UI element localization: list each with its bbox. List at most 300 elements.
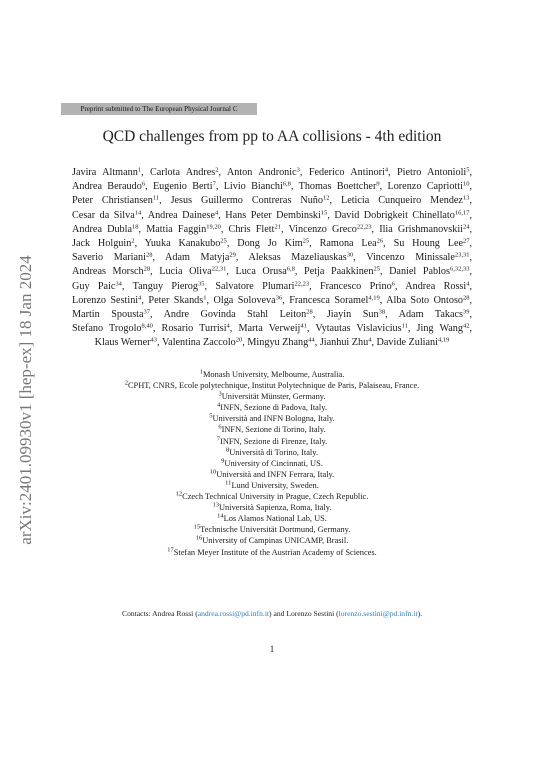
author-affiliation-marker: 27 <box>463 237 470 245</box>
author-name: Andrea Dainese <box>147 209 215 221</box>
author-separator: , <box>371 223 380 235</box>
affiliation-number: 16 <box>195 534 203 542</box>
author-name: Andreas Morsch <box>72 266 144 278</box>
affiliation-item <box>60 424 484 435</box>
author-name: Andrea Dubla <box>72 223 133 235</box>
author-separator: , <box>379 294 387 306</box>
author-affiliation-marker: 28 <box>145 251 153 259</box>
author-affiliation-marker: 42 <box>462 322 470 330</box>
author-separator: , <box>469 195 472 207</box>
author-name: Jianhui Zhu <box>319 337 369 349</box>
author-separator: , <box>469 223 473 235</box>
author-affiliation-marker: 9 <box>376 180 380 188</box>
author-entry <box>165 252 236 263</box>
author-separator: , <box>469 280 473 292</box>
author-separator: , <box>215 181 224 193</box>
author-entry <box>417 323 470 334</box>
affiliation-text: Los Alamos National Lab, US. <box>223 514 327 524</box>
affiliation-text: Technische Universität Dortmund, Germany. <box>200 525 351 535</box>
author-separator: , <box>469 167 473 178</box>
author-separator: , <box>312 309 327 321</box>
author-entry <box>377 337 450 348</box>
author-separator: , <box>327 209 335 221</box>
author-affiliation-marker: 6,8 <box>286 265 295 273</box>
author-affiliation-marker: 28 <box>143 265 151 273</box>
affiliation-item <box>60 402 484 413</box>
author-entry <box>145 238 227 249</box>
affiliation-item <box>60 436 484 447</box>
affiliation-text: INFN, Sezione di Firenze, Italy. <box>220 436 328 446</box>
author-separator: , <box>379 266 390 278</box>
author-entry <box>235 266 294 277</box>
author-affiliation-marker: 4 <box>138 294 142 302</box>
journal-badge: Preprint submitted to The European Physical Journal C <box>61 103 257 115</box>
author-entry <box>72 266 150 277</box>
author-separator: , <box>235 252 249 264</box>
author-separator: , <box>309 280 320 292</box>
author-name: David Dobrigkeit Chinellato <box>334 209 455 221</box>
author-separator: , <box>152 323 162 335</box>
author-affiliation-marker: 2 <box>215 166 219 174</box>
author-separator: , <box>371 337 377 349</box>
author-affiliation-marker: 43 <box>150 336 158 344</box>
author-name: Jack Holguin <box>72 238 132 250</box>
affiliation-number: 10 <box>209 468 217 476</box>
author-separator: , <box>469 309 473 321</box>
author-entry <box>399 309 470 320</box>
author-affiliation-marker: 6 <box>141 180 146 188</box>
author-name: Francesca Soramel <box>289 294 369 306</box>
author-separator: , <box>204 280 216 292</box>
author-affiliation-marker: 4 <box>466 280 470 288</box>
author-separator: , <box>299 167 309 178</box>
affiliation-text: Universität Münster, Germany. <box>221 392 326 402</box>
author-separator: , <box>309 238 320 250</box>
author-separator: , <box>280 223 289 235</box>
author-separator: , <box>226 238 238 250</box>
author-name: Thomas Boettcher <box>298 181 377 193</box>
affiliation-text: INFN, Sezione di Torino, Italy. <box>221 425 326 435</box>
author-name: Tanguy Pierog <box>132 280 198 292</box>
author-name: Ramona Lea <box>319 238 377 250</box>
author-separator: , <box>306 323 316 335</box>
author-separator: , <box>379 181 388 193</box>
affiliation-number: 12 <box>175 490 183 498</box>
author-entry <box>320 281 395 292</box>
author-affiliation-marker: 11 <box>401 322 408 330</box>
author-entry <box>148 295 206 306</box>
author-entry <box>225 210 327 221</box>
affiliation-text: Monash University, Melbourne, Australia. <box>202 370 345 379</box>
author-entry <box>72 281 122 292</box>
author-name: Olga Soloveva <box>213 294 276 306</box>
affiliation-number: 11 <box>225 479 232 487</box>
author-name: Mingyu Zhang <box>247 337 309 349</box>
author-entry <box>215 281 309 292</box>
author-entry <box>394 238 470 249</box>
author-name: Peter Skands <box>148 294 204 306</box>
author-entry <box>146 224 221 235</box>
author-list <box>72 166 472 351</box>
affiliation-number: 17 <box>167 545 174 553</box>
author-affiliation-marker: 21 <box>274 223 281 231</box>
author-name: Carlota Andres <box>150 167 216 178</box>
affiliation-number: 15 <box>193 523 201 531</box>
author-name: Anton Andronic <box>226 167 297 178</box>
author-separator: , <box>150 309 164 321</box>
author-separator: , <box>394 280 406 292</box>
author-name: Petja Paakkinen <box>304 266 374 278</box>
page-number: 1 <box>269 644 275 654</box>
author-name: Aleksas Mazeliauskas <box>248 252 347 264</box>
author-separator: , <box>242 337 248 349</box>
author-name: Valentina Zaccolo <box>161 337 236 349</box>
author-name: Dong Jo Kim <box>237 238 303 250</box>
author-name: Lorenzo Sestini <box>72 294 139 306</box>
author-name: Vytautas Vislavicius <box>315 323 402 335</box>
author-affiliation-marker: 14 <box>134 209 142 217</box>
author-separator: , <box>469 252 473 264</box>
affiliation-number: 8 <box>226 446 230 454</box>
author-name: Salvatore Plumari <box>215 280 295 292</box>
author-affiliation-marker: 7 <box>212 180 216 188</box>
author-entry <box>72 323 153 334</box>
author-name: Jiayin Sun <box>326 309 379 321</box>
author-entry <box>72 309 150 320</box>
author-entry <box>299 181 380 192</box>
author-entry <box>148 210 219 221</box>
author-name: Vincenzo Minissale <box>366 252 455 264</box>
author-separator: , <box>314 337 320 349</box>
author-affiliation-marker: 26 <box>376 237 384 245</box>
author-affiliation-marker: 25 <box>220 237 227 245</box>
author-entry <box>72 181 145 192</box>
affiliation-number: 14 <box>217 512 224 520</box>
author-affiliation-marker: 15 <box>320 209 328 217</box>
author-name: Livio Bianchi <box>223 181 283 193</box>
author-affiliation-marker: 19,20 <box>206 223 221 231</box>
affiliation-text: CPHT, CNRS, Ecole polytechnique, Institut Polytechnique de Paris, Palaiseau, France. <box>127 381 420 391</box>
author-separator: , <box>383 238 394 250</box>
author-separator: , <box>138 223 147 235</box>
email-link-sestini[interactable]: lorenzo.sestini@pd.infn.it <box>338 609 418 618</box>
author-affiliation-marker: 38 <box>378 308 386 316</box>
author-separator: , <box>218 209 226 221</box>
author-separator: , <box>218 167 227 178</box>
author-separator: , <box>121 280 133 292</box>
affiliation-text: Università and INFN Ferrara, Italy. <box>216 469 335 479</box>
author-name: Ilia Grishmanovskii <box>379 223 463 235</box>
author-affiliation-marker: 1 <box>203 294 207 302</box>
author-affiliation-marker: 23,31 <box>454 251 470 259</box>
author-entry <box>72 210 141 221</box>
author-affiliation-marker: 28 <box>463 294 470 302</box>
author-affiliation-marker: 28 <box>306 308 313 316</box>
author-affiliation-marker: 37 <box>143 308 151 316</box>
affiliation-item <box>60 458 484 469</box>
affiliation-number: 13 <box>212 501 219 509</box>
author-name: Eugenio Berti <box>152 181 213 193</box>
affiliation-text: INFN, Sezione di Padova, Italy. <box>220 403 327 413</box>
author-affiliation-marker: 25 <box>302 237 310 245</box>
author-entry <box>72 195 159 206</box>
author-entry <box>162 323 230 334</box>
author-name: Hans Peter Dembinski <box>225 209 321 221</box>
arxiv-sidebar <box>14 220 38 580</box>
affiliation-item <box>60 391 484 402</box>
author-affiliation-marker: 6 <box>391 280 395 288</box>
author-affiliation-marker: 4,19 <box>368 294 380 302</box>
author-separator: , <box>290 181 299 193</box>
affiliation-item <box>60 524 484 535</box>
author-separator: , <box>329 195 341 207</box>
affiliation-item <box>60 502 484 513</box>
author-separator: , <box>141 294 149 306</box>
author-entry <box>72 295 141 306</box>
author-entry <box>327 309 385 320</box>
author-separator: , <box>141 167 150 178</box>
affiliation-item <box>60 535 484 546</box>
author-affiliation-marker: 10 <box>462 180 470 188</box>
author-affiliation-marker: 6,32,33 <box>450 265 470 273</box>
author-separator: , <box>159 195 171 207</box>
author-entry <box>214 295 283 306</box>
affiliation-number: 5 <box>209 412 213 420</box>
author-separator: , <box>141 209 148 221</box>
author-entry <box>133 281 205 292</box>
author-affiliation-marker: 3 <box>296 166 300 174</box>
affiliation-item <box>60 513 484 524</box>
affiliation-item <box>60 480 484 491</box>
author-affiliation-marker: 24 <box>462 223 470 231</box>
author-name: Francesco Prino <box>319 280 392 292</box>
author-entry <box>334 210 469 221</box>
author-entry <box>288 224 371 235</box>
author-name: Martin Spousta <box>72 309 144 321</box>
author-separator: , <box>206 294 214 306</box>
author-entry <box>150 167 218 178</box>
affiliation-item <box>60 469 484 480</box>
author-entry <box>304 266 380 277</box>
author-name: Pietro Antonioli <box>397 167 467 178</box>
contacts-suffix: ). <box>417 609 422 618</box>
author-separator: , <box>469 181 472 193</box>
author-name: Marta Verweij <box>238 323 301 335</box>
author-name: Leticia Cunqueiro Mendez <box>340 195 463 207</box>
author-entry <box>309 167 388 178</box>
author-name: Chris Flett <box>228 223 275 235</box>
author-name: Su Houng Lee <box>393 238 463 250</box>
author-name: Cesar da Silva <box>72 209 135 221</box>
author-name: Guy Paic <box>72 280 116 292</box>
author-separator: , <box>152 252 166 264</box>
author-affiliation-marker: 16,17 <box>454 209 470 217</box>
affiliation-item <box>60 547 484 558</box>
author-name: Alba Soto Ontoso <box>386 294 464 306</box>
author-entry <box>397 167 469 178</box>
author-name: Davide Zuliani <box>376 337 438 349</box>
author-affiliation-marker: 34 <box>115 280 122 288</box>
author-separator: , <box>229 323 239 335</box>
author-entry <box>72 224 139 235</box>
author-separator: , <box>469 323 472 335</box>
contacts-middle: ) and Lorenzo Sestini ( <box>269 609 339 618</box>
author-separator: , <box>469 238 473 250</box>
author-entry <box>238 323 306 334</box>
author-name: Rosario Turrisi <box>161 323 227 335</box>
author-entry <box>164 309 313 320</box>
author-separator: , <box>353 252 367 264</box>
author-entry <box>248 252 353 263</box>
author-affiliation-marker: 4 <box>368 336 372 344</box>
author-separator: , <box>407 323 417 335</box>
author-name: Jing Wang <box>416 323 463 335</box>
affiliation-item <box>60 447 484 458</box>
author-entry <box>162 337 242 348</box>
author-affiliation-marker: 11 <box>152 194 160 202</box>
author-name: Andrea Beraudo <box>72 181 142 193</box>
author-affiliation-marker: 22,31 <box>211 265 227 273</box>
author-name: Saverio Mariani <box>72 252 146 264</box>
email-link-rossi[interactable]: andrea.rossi@pd.infn.it <box>197 609 270 618</box>
author-name: Yuuka Kanakubo <box>144 238 221 250</box>
affiliation-number: 3 <box>218 390 222 398</box>
author-entry <box>320 238 384 249</box>
author-affiliation-marker: 13 <box>462 194 470 202</box>
affiliation-text: Università di Torino, Italy. <box>229 447 318 457</box>
affiliation-text: Università and INFN Bologna, Italy. <box>212 414 335 424</box>
author-entry <box>389 266 469 277</box>
author-entry <box>386 295 469 306</box>
author-entry <box>72 252 152 263</box>
author-name: Vincenzo Greco <box>288 223 357 235</box>
affiliation-number: 1 <box>199 368 203 376</box>
affiliation-text: Stefan Meyer Institute of the Austrian Academy of Sciences. <box>173 547 377 557</box>
author-entry <box>153 181 216 192</box>
author-affiliation-marker: 4 <box>226 322 230 330</box>
author-name: Stefano Trogolo <box>72 323 142 335</box>
paper-title: QCD challenges from pp to AA collisions - 4th edition <box>102 128 442 145</box>
author-entry <box>405 281 469 292</box>
author-affiliation-marker: 22,23 <box>294 280 310 288</box>
author-entry <box>341 195 469 206</box>
author-name: Adam Matyja <box>165 252 230 264</box>
affiliation-text: Università Sapienza, Roma, Italy. <box>219 503 332 513</box>
author-entry <box>289 295 380 306</box>
author-affiliation-marker: 39 <box>463 308 470 316</box>
affiliation-number: 6 <box>218 423 222 431</box>
author-name: Adam Takacs <box>398 309 463 321</box>
affiliation-number: 2 <box>124 379 128 387</box>
author-name: Peter Christiansen <box>72 195 153 207</box>
author-entry <box>72 167 141 178</box>
author-name: Federico Antinori <box>308 167 385 178</box>
author-name: Andrea Rossi <box>405 280 467 292</box>
author-entry <box>227 167 300 178</box>
author-separator: , <box>220 223 229 235</box>
affiliation-text: Czech Technical University in Prague, Czech Republic. <box>182 492 369 502</box>
author-separator: , <box>469 209 473 221</box>
author-entry <box>159 266 226 277</box>
author-affiliation-marker: 4,19 <box>437 336 450 344</box>
author-affiliation-marker: 6,8 <box>282 180 291 188</box>
author-affiliation-marker: 2 <box>131 237 135 245</box>
author-entry <box>224 181 291 192</box>
affiliation-list <box>60 369 484 558</box>
affiliation-item <box>60 380 484 391</box>
contacts-prefix: Contacts: Andrea Rossi ( <box>122 609 198 618</box>
author-entry <box>229 224 281 235</box>
author-affiliation-marker: 44 <box>308 336 315 344</box>
author-separator: , <box>385 309 399 321</box>
affiliation-text: University of Campinas UNICAMP, Brasil. <box>202 536 349 546</box>
affiliation-number: 7 <box>216 434 221 442</box>
author-name: Klaus Werner <box>94 337 151 349</box>
author-affiliation-marker: 25 <box>373 265 380 273</box>
author-name: Daniel Pablos <box>389 266 450 278</box>
author-name: Javira Altmann <box>72 167 138 178</box>
author-affiliation-marker: 4 <box>215 209 219 217</box>
author-affiliation-marker: 36 <box>275 294 283 302</box>
author-name: Mattia Faggin <box>146 223 207 235</box>
author-entry <box>366 252 469 263</box>
author-separator: , <box>282 294 290 306</box>
affiliation-number: 4 <box>217 401 221 409</box>
author-affiliation-marker: 18 <box>132 223 139 231</box>
author-affiliation-marker: 29 <box>229 251 236 259</box>
affiliation-text: Lund University, Sweden. <box>231 480 319 490</box>
author-separator: , <box>226 266 236 278</box>
author-affiliation-marker: 30 <box>346 251 354 259</box>
author-name: Andre Govinda Stahl Leiton <box>163 309 307 321</box>
author-affiliation-marker: 1 <box>137 166 142 174</box>
arxiv-identifier[interactable]: arXiv:2401.09930v1 [hep-ex] 18 Jan 2024 <box>16 255 35 545</box>
author-separator: , <box>145 181 153 193</box>
author-affiliation-marker: 22,23 <box>356 223 372 231</box>
author-entry <box>72 238 135 249</box>
author-affiliation-marker: 41 <box>300 322 307 330</box>
author-entry <box>315 323 408 334</box>
author-separator: , <box>150 266 160 278</box>
author-separator: , <box>469 294 473 306</box>
author-entry <box>95 337 157 348</box>
author-separator: , <box>388 167 398 178</box>
author-separator: , <box>294 266 305 278</box>
affiliation-text: University of Cincinnati, US. <box>224 458 323 468</box>
author-entry <box>247 337 314 348</box>
author-affiliation-marker: 8,40 <box>141 322 153 330</box>
author-entry <box>387 181 469 192</box>
author-entry <box>379 224 469 235</box>
contacts-line <box>0 609 544 618</box>
author-name: Jesus Guillermo Contreras Nuño <box>170 195 323 207</box>
author-affiliation-marker: 12 <box>323 194 330 202</box>
author-entry <box>171 195 330 206</box>
author-separator: , <box>469 266 473 278</box>
author-affiliation-marker: 20 <box>235 336 243 344</box>
affiliation-item <box>60 369 484 380</box>
affiliation-number: 9 <box>221 457 225 465</box>
author-name: Lorenzo Capriotti <box>387 181 463 193</box>
affiliation-item <box>60 413 484 424</box>
affiliation-item <box>60 491 484 502</box>
author-separator: , <box>157 337 162 349</box>
author-entry <box>320 337 372 348</box>
author-name: Luca Orusa <box>235 266 287 278</box>
author-entry <box>237 238 309 249</box>
author-name: Lucia Oliva <box>159 266 212 278</box>
author-affiliation-marker: 5 <box>466 166 470 174</box>
